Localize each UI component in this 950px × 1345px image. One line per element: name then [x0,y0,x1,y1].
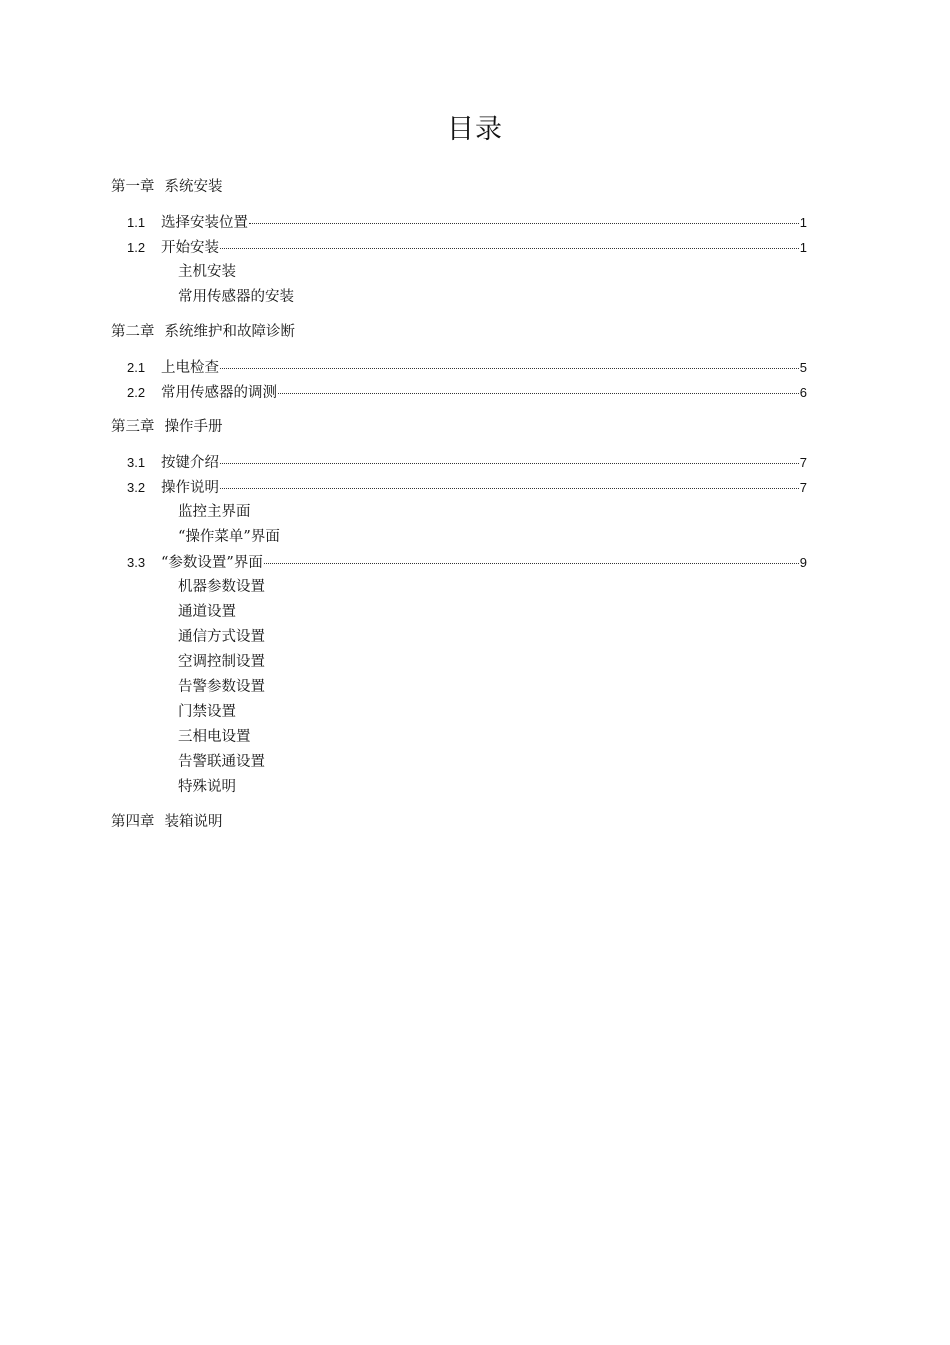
toc-entry-2-2[interactable] [111,380,807,405]
toc-entry-1-2[interactable] [111,235,807,260]
toc-sub-entry[interactable]: 特殊说明 [178,779,236,795]
dot-leader [220,488,799,489]
toc-sub-entry[interactable]: 告警参数设置 [178,679,265,695]
entry-page-number: 7 [799,480,807,495]
entry-number: 3.3 [127,555,146,570]
toc-chapter-3[interactable] [111,415,807,440]
toc-sub-entry[interactable]: 主机安装 [178,264,236,280]
entry-number: 1.1 [127,215,146,230]
toc-chapter-4[interactable] [111,810,807,835]
toc-entry-3-2[interactable] [111,475,807,500]
toc-sub-entry[interactable]: 三相电设置 [178,729,251,745]
dot-leader [278,393,799,394]
toc-sub-entry[interactable]: 常用传感器的安装 [178,289,294,305]
toc-chapter-1[interactable] [111,175,807,200]
toc-entry-3-3[interactable] [111,550,807,575]
toc-sub-entry[interactable]: 门禁设置 [178,704,236,720]
entry-page-number: 1 [799,240,807,255]
chapter-title: 操作手册 [164,419,223,435]
dot-leader [249,223,799,224]
dot-leader [264,563,799,564]
page-title: 目录 [447,114,503,145]
toc-entry-3-1[interactable] [111,450,807,475]
toc-sub-entry[interactable]: 机器参数设置 [178,579,265,595]
entry-label: 开始安装 [161,240,219,256]
entry-label: “参数设置”界面 [161,555,263,571]
entry-number: 3.1 [127,455,146,470]
entry-page-number: 5 [799,360,807,375]
entry-label: 选择安装位置 [161,215,248,231]
toc-entry-1-1[interactable] [111,210,807,235]
entry-page-number: 9 [799,555,807,570]
entry-page-number: 1 [799,215,807,230]
entry-number: 2.1 [127,360,146,375]
toc-sub-entry[interactable]: 空调控制设置 [178,654,265,670]
chapter-label: 第二章 [111,324,155,340]
entry-number: 1.2 [127,240,146,255]
entry-label: 常用传感器的调测 [161,385,277,401]
chapter-title: 系统维护和故障诊断 [164,324,295,340]
toc-sub-entry[interactable]: 监控主界面 [178,504,251,520]
entry-number: 3.2 [127,480,146,495]
entry-page-number: 6 [799,385,807,400]
entry-label: 操作说明 [161,480,219,496]
entry-label: 按键介绍 [161,455,219,471]
toc-sub-entry[interactable]: 通信方式设置 [178,629,265,645]
dot-leader [220,368,799,369]
chapter-title: 装箱说明 [164,814,223,830]
dot-leader [220,248,799,249]
chapter-label: 第三章 [111,419,155,435]
toc-sub-entry[interactable]: 通道设置 [178,604,236,620]
toc-sub-entry[interactable]: 告警联通设置 [178,754,265,770]
table-of-contents [111,172,807,845]
toc-sub-entry[interactable]: “操作菜单”界面 [178,529,280,545]
entry-page-number: 7 [799,455,807,470]
toc-entry-2-1[interactable] [111,355,807,380]
chapter-title: 系统安装 [164,179,223,195]
dot-leader [220,463,799,464]
toc-chapter-2[interactable] [111,320,807,345]
chapter-label: 第四章 [111,814,155,830]
entry-number: 2.2 [127,385,146,400]
entry-label: 上电检查 [161,360,219,376]
chapter-label: 第一章 [111,179,155,195]
